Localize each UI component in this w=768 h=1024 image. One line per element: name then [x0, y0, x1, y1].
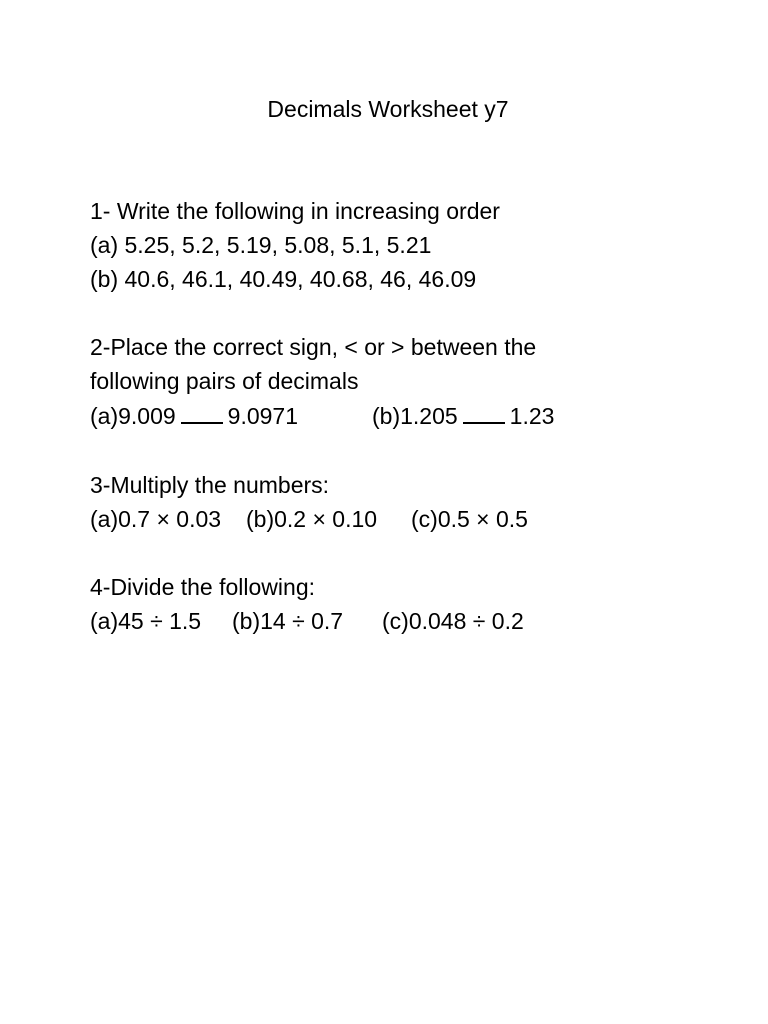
q2-part-b	[372, 400, 554, 432]
q2-heading-line1: 2-Place the correct sign, < or > between the	[90, 334, 537, 360]
q3-part-c: (c)0.5 × 0.5	[411, 506, 528, 532]
q2-b-answer-blank	[463, 402, 505, 424]
q2-b-right: 1.23	[509, 403, 555, 429]
worksheet-title: Decimals Worksheet y7	[267, 96, 509, 122]
q1-heading: 1- Write the following in increasing order	[90, 198, 500, 224]
q2-a-right: 9.0971	[227, 403, 299, 429]
q4-part-a: (a)45 ÷ 1.5	[90, 608, 202, 634]
q3-part-a: (a)0.7 × 0.03	[90, 506, 222, 532]
q3-items-row	[90, 503, 690, 535]
q3-heading: 3-Multiply the numbers:	[90, 472, 330, 498]
q4-part-b: (b)14 ÷ 0.7	[232, 608, 344, 634]
q2-b-left: (b)1.205	[372, 403, 458, 429]
q2-a-answer-blank	[181, 402, 223, 424]
q2-a-left: (a)9.009	[90, 403, 176, 429]
q1-part-a: (a) 5.25, 5.2, 5.19, 5.08, 5.1, 5.21	[90, 232, 432, 258]
q2-pairs-row	[90, 400, 690, 432]
q4-heading: 4-Divide the following:	[90, 574, 316, 600]
q4-items-row	[90, 605, 690, 637]
q1-part-b: (b) 40.6, 46.1, 40.49, 40.68, 46, 46.09	[90, 266, 477, 292]
q2-part-a	[90, 400, 298, 432]
q3-part-b: (b)0.2 × 0.10	[246, 506, 378, 532]
q4-part-c: (c)0.048 ÷ 0.2	[382, 608, 524, 634]
q2-heading-line2: following pairs of decimals	[90, 368, 359, 394]
